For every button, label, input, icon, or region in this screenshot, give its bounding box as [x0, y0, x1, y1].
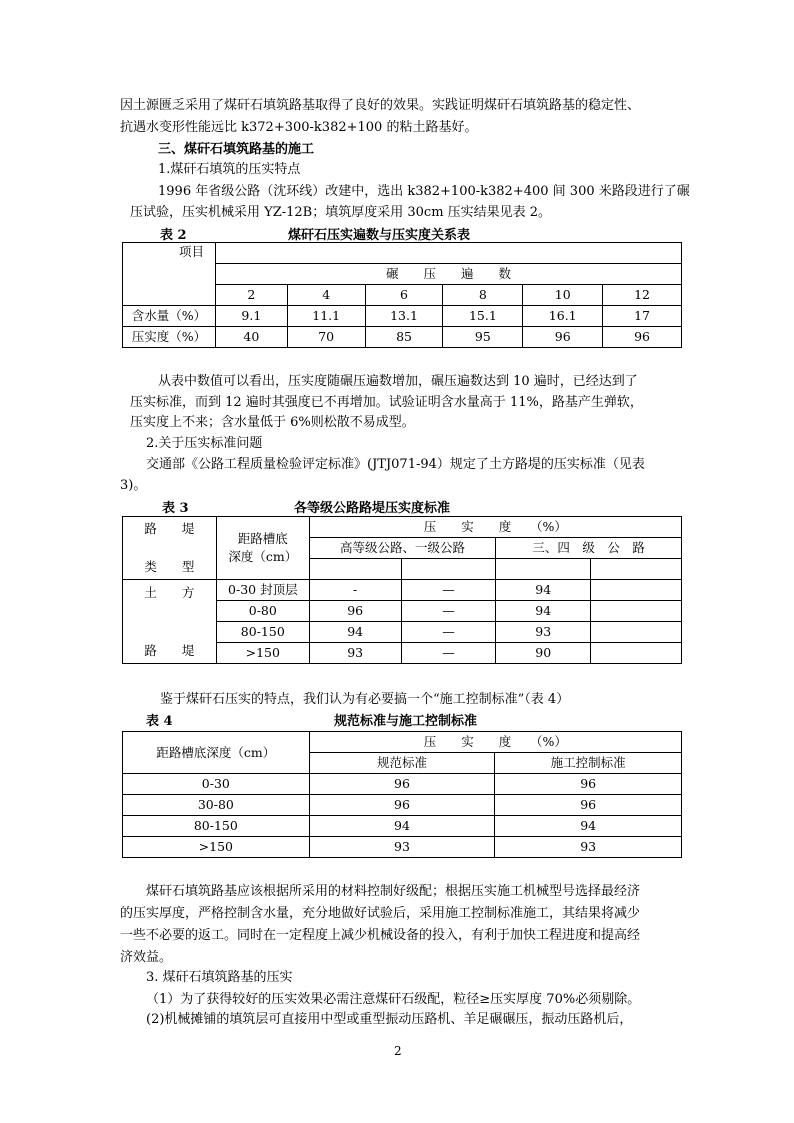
- table2-pass-header: 4: [287, 285, 365, 306]
- paragraph-line: 鉴于煤矸石压实的特点，我们认为有必要搞一个“施工控制标准”（表 4）: [160, 692, 570, 707]
- table3-blank: [309, 559, 401, 580]
- table2-cell: 40: [215, 327, 287, 348]
- table2: [122, 242, 682, 348]
- table3-caption-number: 表 3: [162, 501, 189, 516]
- table2-cell: 96: [523, 327, 603, 348]
- table3-body-label: 土 方 路 堤: [123, 580, 217, 664]
- table3-caption-title: 各等级公路路堤压实度标准: [294, 501, 451, 516]
- table3-type-header: 路 堤 类 型: [123, 517, 217, 580]
- table4-col-header: 规范标准: [309, 753, 495, 774]
- table2-cell: 9.1: [215, 306, 287, 327]
- table2-cell: 11.1: [287, 306, 365, 327]
- table2-cell: 96: [603, 327, 682, 348]
- paragraph-line: (2)机械摊铺的填筑层可直接用中型或重型振动压路机、羊足碾碾压，振动压路机后，: [146, 1012, 633, 1027]
- table3-cell: [591, 622, 682, 643]
- table2-cell: 95: [443, 327, 523, 348]
- table4-depth-cell: 80-150: [123, 816, 310, 837]
- table2-group-header: 碾 压 遍 数: [215, 264, 681, 285]
- table4-cell: 93: [309, 837, 495, 858]
- table2-row-label: 含水量（%）: [123, 306, 216, 327]
- table2-cell: 85: [365, 327, 443, 348]
- paragraph-line: 压试验，压实机械采用 YZ-12B；填筑厚度采用 30cm 压实结果见表 2。: [130, 205, 552, 220]
- table4-cell: 94: [495, 816, 682, 837]
- table3-cell: 94: [496, 601, 591, 622]
- table4-cell: 94: [309, 816, 495, 837]
- table2-cell: 13.1: [365, 306, 443, 327]
- table2-pass-header: 10: [523, 285, 603, 306]
- table3-cell: 96: [309, 601, 401, 622]
- table3-cell: 94: [496, 580, 591, 601]
- table4: [122, 731, 682, 858]
- table3-blank: [401, 559, 496, 580]
- paragraph-line: 从表中数值可以看出，压实度随碾压遍数增加，碾压遍数达到 10 遍时，已经达到了: [158, 374, 638, 389]
- table4-caption-title: 规范标准与施工控制标准: [334, 714, 478, 729]
- table3-blank: [591, 559, 682, 580]
- subsection-heading: 2.关于压实标准问题: [146, 436, 263, 451]
- table4-depth-header: 距路槽底深度（cm）: [123, 732, 310, 774]
- table2-pass-header: 12: [603, 285, 682, 306]
- table2-pass-header: 8: [443, 285, 523, 306]
- paragraph-line: 抗遇水变形性能远比 k372+300-k382+100 的粘土路基好。: [120, 120, 478, 135]
- table2-blank-header: [215, 243, 681, 264]
- table2-caption-number: 表 2: [160, 228, 187, 243]
- table3-cell: [591, 643, 682, 664]
- table3-grade-header: 高等级公路、一级公路: [309, 538, 496, 559]
- table3-cell: [591, 601, 682, 622]
- table4-cell: 96: [309, 795, 495, 816]
- paragraph-line: 煤矸石填筑路基应该根据所采用的材料控制好级配；根据压实施工机械型号选择最经济: [146, 884, 641, 899]
- table2-corner-header: 项目: [123, 243, 216, 306]
- table3-cell: 93: [309, 643, 401, 664]
- table4-depth-cell: >150: [123, 837, 310, 858]
- table3-depth-cell: 0-80: [216, 601, 309, 622]
- table3-grade-header: 三、四 级 公 路: [496, 538, 682, 559]
- section-heading: 三、煤矸石填筑路基的施工: [158, 142, 315, 157]
- table3-cell: -: [309, 580, 401, 601]
- table4-caption-number: 表 4: [146, 714, 173, 729]
- table3-depth-cell: 0-30 封顶层: [216, 580, 309, 601]
- paragraph-line: 的压实厚度，严格控制含水量，充分地做好试验后，采用施工控制标准施工，其结果将减少: [120, 906, 641, 921]
- table4-group-header: 压 实 度 （%）: [309, 732, 681, 753]
- table2-cell: 17: [603, 306, 682, 327]
- page-number: 2: [394, 1044, 402, 1058]
- paragraph-line: 3)。: [120, 478, 147, 493]
- table3-cell: 93: [496, 622, 591, 643]
- table4-cell: 96: [495, 774, 682, 795]
- paragraph-line: 济效益。: [120, 950, 173, 965]
- table3-depth-header: 距路槽底 深度（cm）: [216, 517, 309, 580]
- table3-cell: —: [401, 580, 496, 601]
- table2-cell: 15.1: [443, 306, 523, 327]
- table4-cell: 96: [495, 795, 682, 816]
- paragraph-line: 因土源匮乏采用了煤矸石填筑路基取得了良好的效果。实践证明煤矸石填筑路基的稳定性、: [120, 98, 641, 113]
- table2-pass-header: 6: [365, 285, 443, 306]
- table4-depth-cell: 30-80: [123, 795, 310, 816]
- table3-cell: 90: [496, 643, 591, 664]
- subsection-heading: 1.煤矸石填筑的压实特点: [158, 162, 301, 177]
- table2-row-label: 压实度（%）: [123, 327, 216, 348]
- table4-col-header: 施工控制标准: [495, 753, 682, 774]
- table2-pass-header: 2: [215, 285, 287, 306]
- table3-blank: [496, 559, 591, 580]
- table2-cell: 16.1: [523, 306, 603, 327]
- table3-depth-cell: >150: [216, 643, 309, 664]
- table3-group-header: 压 实 度 （%）: [309, 517, 681, 538]
- table3-depth-cell: 80-150: [216, 622, 309, 643]
- paragraph-line: 交通部《公路工程质量检验评定标准》(JTJ071-94）规定了土方路堤的压实标准（见表: [146, 457, 645, 472]
- table3-cell: [591, 580, 682, 601]
- subsection-heading: 3. 煤矸石填筑路基的压实: [146, 970, 293, 985]
- table3-cell: 94: [309, 622, 401, 643]
- paragraph-line: 压实标准，而到 12 遍时其强度已不再增加。试验证明含水量高于 11%，路基产生弹软，: [130, 395, 643, 410]
- table4-cell: 93: [495, 837, 682, 858]
- paragraph-line: 压实度上不来；含水量低于 6%则松散不易成型。: [130, 415, 415, 430]
- table3-cell: —: [401, 622, 496, 643]
- table2-caption-title: 煤矸石压实遍数与压实度关系表: [288, 228, 471, 243]
- table3: [122, 516, 682, 664]
- paragraph-line: （1）为了获得较好的压实效果必需注意煤矸石级配，粒径≥压实厚度 70%必须剔除。: [146, 992, 641, 1007]
- table3-cell: —: [401, 643, 496, 664]
- paragraph-line: 一些不必要的返工。同时在一定程度上减少机械设备的投入，有利于加快工程进度和提高经: [120, 928, 641, 943]
- table2-cell: 70: [287, 327, 365, 348]
- paragraph-line: 1996 年省级公路（沈环线）改建中，选出 k382+100-k382+400 间 300 米路段进行了碾: [158, 184, 690, 199]
- table4-depth-cell: 0-30: [123, 774, 310, 795]
- table3-cell: —: [401, 601, 496, 622]
- table4-cell: 96: [309, 774, 495, 795]
